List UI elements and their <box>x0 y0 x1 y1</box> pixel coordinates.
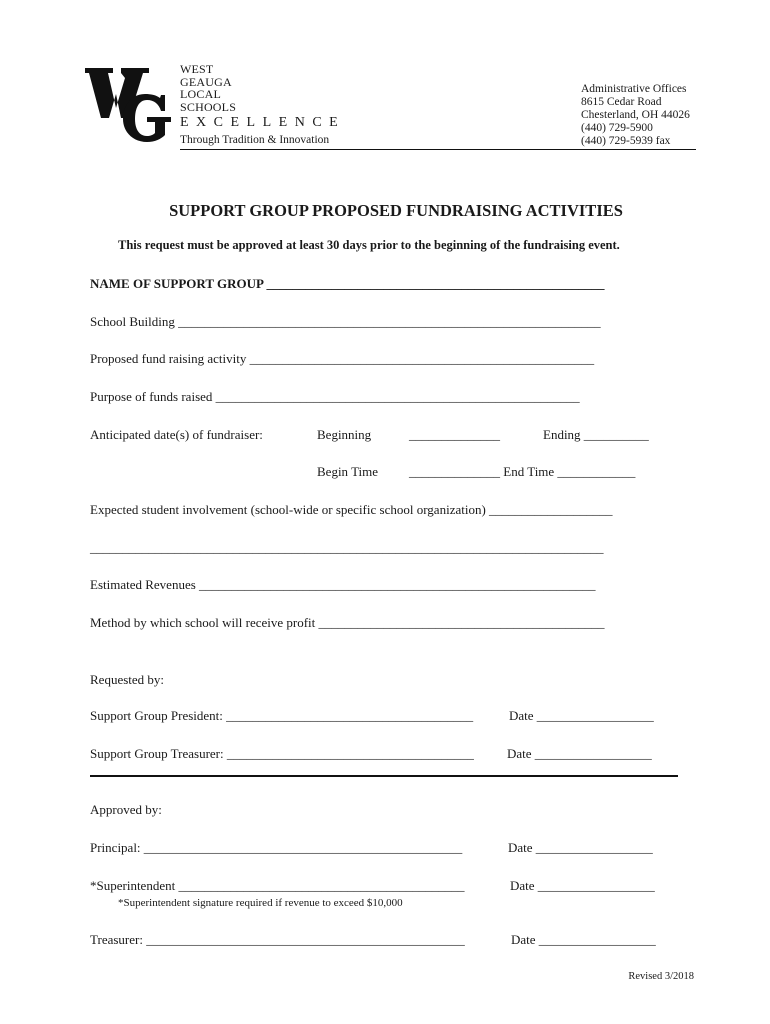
profit-method-field[interactable]: Method by which school will receive profit ____________________________________________ <box>90 615 605 630</box>
begin-time-label: Begin Time <box>317 464 379 479</box>
office-line: Chesterland, OH 44026 <box>581 109 690 121</box>
president-signature-field[interactable]: Support Group President: ______________________________________ <box>90 708 474 723</box>
estimated-revenues-field[interactable]: Estimated Revenues _____________________________________________________________ <box>90 577 596 592</box>
revision-note: Revised 3/2018 <box>628 971 694 982</box>
principal-signature-field[interactable]: Principal: _________________________________________________ <box>90 840 463 855</box>
office-line: (440) 729-5900 <box>581 122 653 134</box>
form-title: SUPPORT GROUP PROPOSED FUNDRAISING ACTIVITIES <box>169 201 623 220</box>
district-name-line: LOCAL <box>180 87 221 101</box>
header-divider <box>180 149 696 150</box>
district-name-line: WEST <box>180 62 214 76</box>
school-building-field[interactable]: School Building _________________________________________________________________ <box>90 314 601 329</box>
district-name <box>180 63 236 113</box>
excellence-wordmark: EXCELLENCE <box>180 115 346 130</box>
principal-date-field[interactable]: Date __________________ <box>508 840 653 855</box>
district-name-line: SCHOOLS <box>180 99 237 114</box>
support-treasurer-date-field[interactable]: Date __________________ <box>507 746 652 761</box>
section-divider <box>90 775 678 777</box>
beginning-date-field[interactable]: ______________ <box>409 427 500 442</box>
support-treasurer-signature-field[interactable]: Support Group Treasurer: ______________________________________ <box>90 746 474 761</box>
ending-date-field[interactable]: Ending __________ <box>543 427 649 442</box>
student-involvement-continued-field[interactable]: _______________________________________________________________________________ <box>90 540 604 555</box>
district-logo <box>83 64 173 144</box>
district-tagline: Through Tradition & Innovation <box>180 134 330 146</box>
support-group-name-field[interactable]: NAME OF SUPPORT GROUP ____________________________________________________ <box>90 276 605 291</box>
office-line: (440) 729-5939 fax <box>581 135 671 147</box>
superintendent-signature-field[interactable]: *Superintendent ____________________________________________ <box>90 878 465 893</box>
office-line: Administrative Offices <box>581 83 687 95</box>
student-involvement-field[interactable]: Expected student involvement (school-wide or specific school organization) ___________________ <box>90 502 613 517</box>
approved-by-heading: Approved by: <box>90 802 162 817</box>
fundraising-activity-field[interactable]: Proposed fund raising activity _____________________________________________________ <box>90 351 595 366</box>
district-treasurer-date-field[interactable]: Date __________________ <box>511 932 656 947</box>
superintendent-note: *Superintendent signature required if revenue to exceed $10,000 <box>118 897 403 909</box>
funds-purpose-field[interactable]: Purpose of funds raised ________________________________________________________ <box>90 389 580 404</box>
requested-by-heading: Requested by: <box>90 672 165 687</box>
president-date-field[interactable]: Date __________________ <box>509 708 654 723</box>
superintendent-date-field[interactable]: Date __________________ <box>510 878 655 893</box>
district-treasurer-signature-field[interactable]: Treasurer: _________________________________________________ <box>90 932 465 947</box>
beginning-date-label: Beginning <box>317 427 372 442</box>
approval-notice: This request must be approved at least 30 days prior to the beginning of the fundraising event. <box>118 238 620 252</box>
district-name-line: GEAUGA <box>180 74 232 89</box>
fundraiser-dates-label: Anticipated date(s) of fundraiser: <box>90 427 263 442</box>
office-address <box>581 83 690 148</box>
office-line: 8615 Cedar Road <box>581 96 662 108</box>
begin-end-time-field[interactable]: ______________ End Time ____________ <box>409 464 636 479</box>
